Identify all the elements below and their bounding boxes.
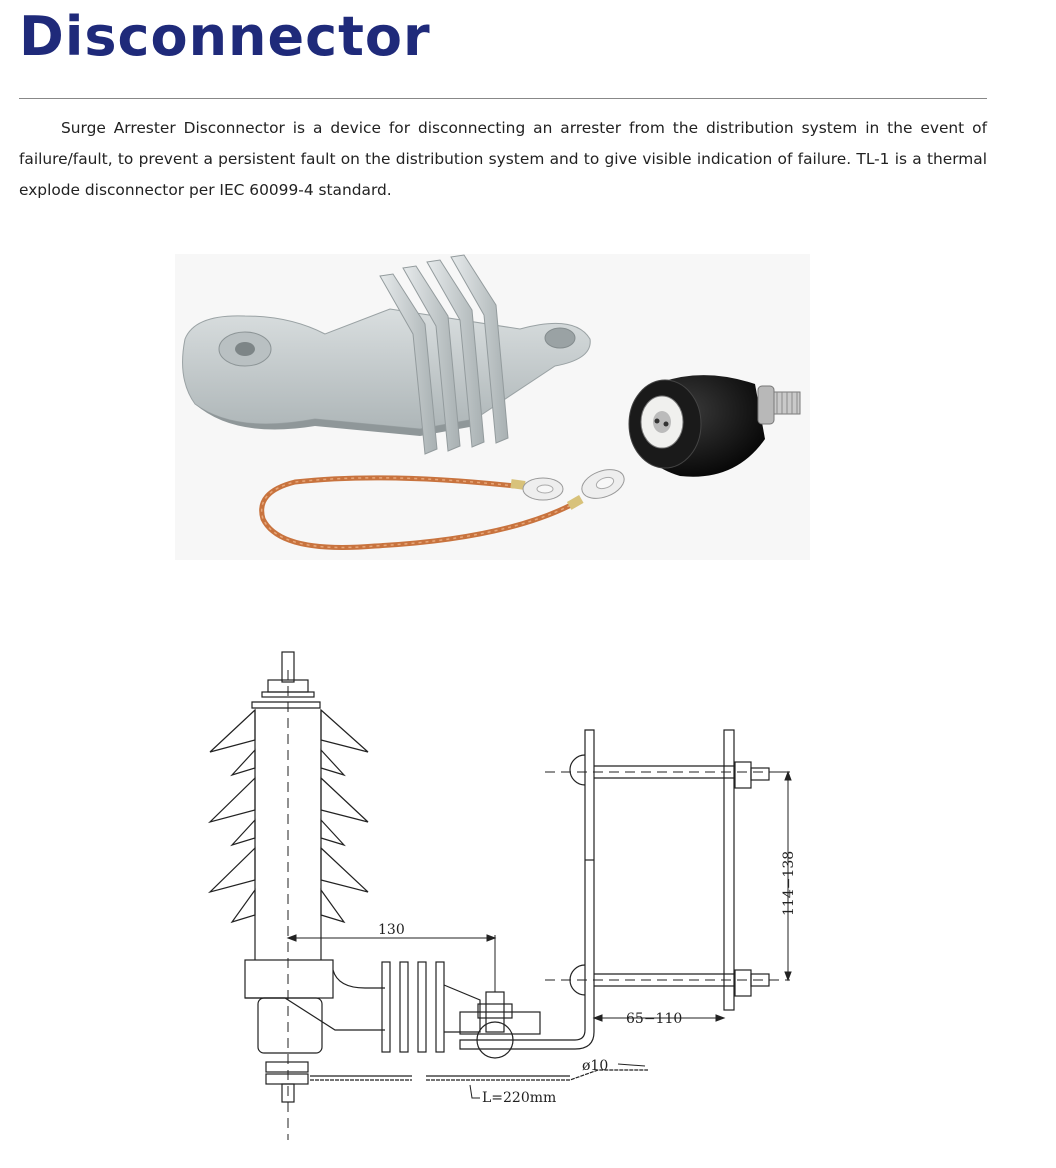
dim-height-label: 114−138 (781, 850, 797, 916)
bracket-hole-right (545, 328, 575, 348)
dim-length-label: L=220mm (482, 1090, 557, 1106)
title-divider (19, 98, 987, 99)
intro-paragraph: Surge Arrester Disconnector is a device for disconnecting an arrester from the distribution system in the event of failure/fault, to prevent a persistent fault on the distribution system and to give visible indication of failure. TL-1 is a thermal explode disconnector per IEC 60099-4 standard. (19, 119, 987, 199)
product-photo (175, 254, 810, 560)
arrester-sheds (210, 710, 368, 922)
page-title: Disconnector (19, 5, 431, 68)
arrester-base (245, 960, 333, 998)
dim-width-label: 65−110 (626, 1011, 683, 1027)
bottom-nut (266, 1062, 308, 1072)
u-bolt-rods (594, 762, 769, 996)
disconnector-fins (382, 962, 444, 1052)
dim-diameter-label: ø10 (582, 1058, 609, 1074)
technical-drawing (190, 640, 850, 1140)
dim-offset-label: 130 (378, 922, 405, 938)
